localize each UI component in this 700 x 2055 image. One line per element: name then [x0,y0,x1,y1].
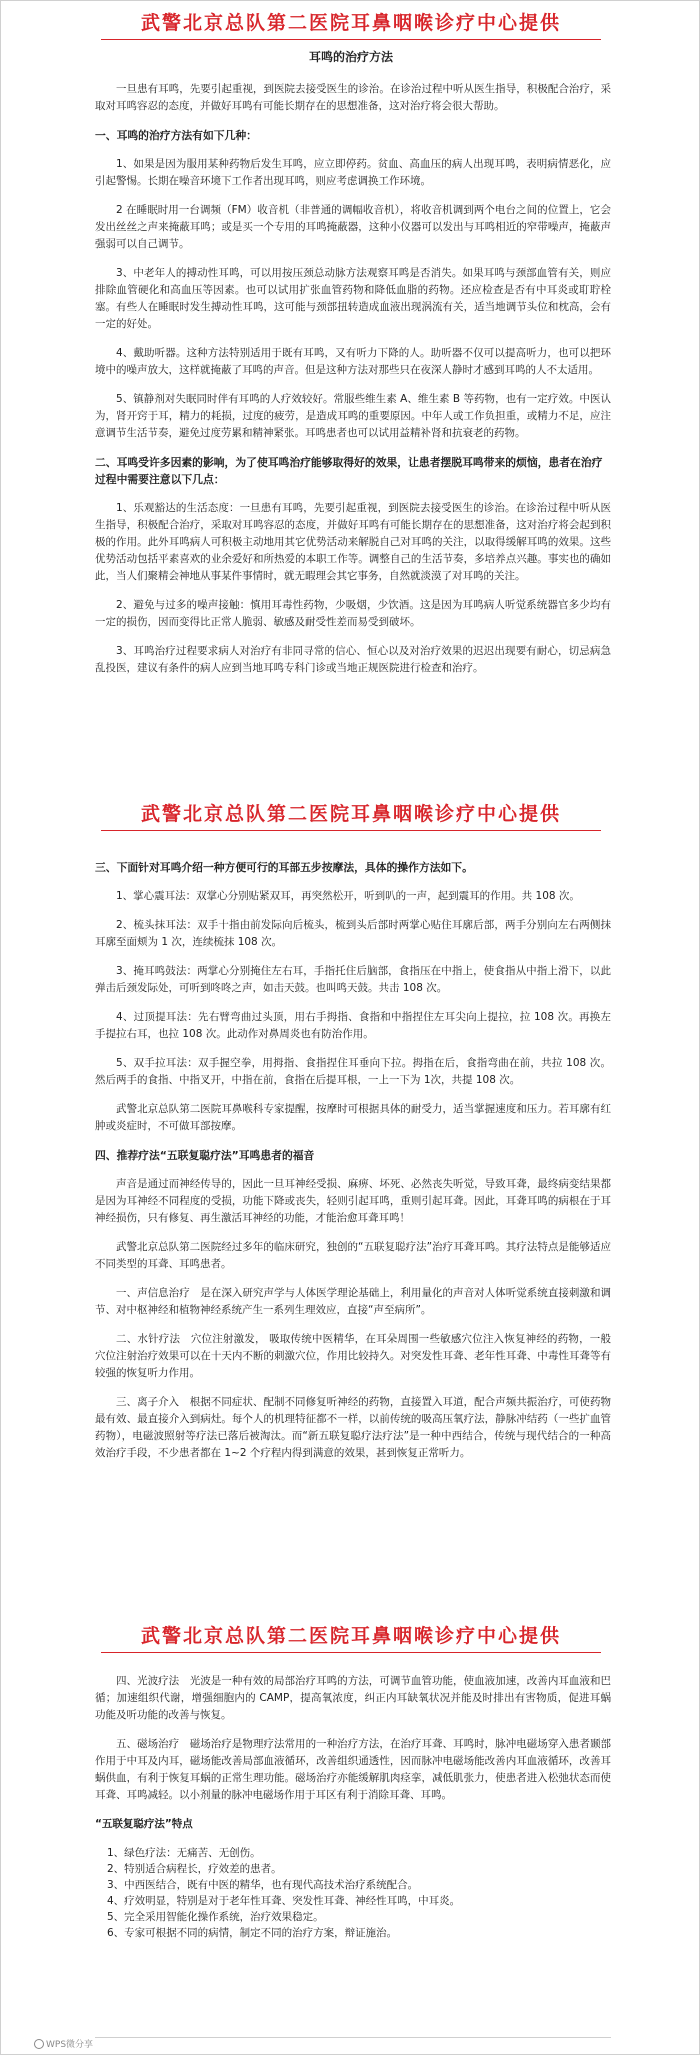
massage-paragraph: 3、掩耳鸣鼓法：两掌心分别掩住左右耳，手指托住后脑部，食指压在中指上，使食指从中指上滑下，以此弹击后颈发际处，可听到咚咚之声，如击天鼓。也叫鸣天鼓。共击 108 次。 [95,965,611,994]
list-item: 4、疗效明显，特别是对于老年性耳聋、突发性耳聋、神经性耳鸣，中耳炎。 [107,1895,461,1907]
banner-rule [101,830,601,831]
content-block-3 [95,1673,611,1941]
advice-paragraph: 1、乐观豁达的生活态度：一旦患有耳鸣，先要引起重视，到医院去接受医生的诊治。在诊治过程中听从医生指导，积极配合治疗，采取对耳鸣容忍的态度，并做好耳鸣有可能长期存在的思想准备，这对治疗将会起到积极的作用。此外耳鸣病人可积极主动地用其它优势活动来解脱自己对耳鸣的关注，以取得缓解耳鸣的效果。这些优势活动包括平素喜欢的业余爱好和所热爱的本职工作等。调整自己的生活节奏，多培养点兴趣。事实也的确如此，当人们聚精会神地从事某件事情时，就无暇理会其它事务，自然就淡漠了对耳鸣的关注。 [95,502,611,582]
content-block-1 [95,81,611,689]
features-list [95,1845,611,1941]
features-title: “五联复聪疗法”特点 [95,1818,193,1830]
therapy-paragraph: 四、光波疗法 光波是一种有效的局部治疗耳鸣的方法，可调节血管功能，使血液加速，改善内耳血液和巴循；加速组织代谢，增强细胞内的 CAMP，提高氧浓度，纠正内耳缺氧状况并能及时排出有害物质，促进耳蜗功能及听功能的改善与恢复。 [95,1675,611,1721]
massage-paragraph: 1、掌心震耳法：双掌心分别贴紧双耳，再突然松开，听到叭的一声，起到震耳的作用。共 108 次。 [116,890,580,902]
method-paragraph: 2 在睡眠时用一台调频（FM）收音机（非普通的调幅收音机），将收音机调到两个电台之间的位置上，它会发出丝丝之声来掩蔽耳鸣；或是买一个专用的耳鸣掩蔽器，这种小仪器可以发出与耳鸣相近的窄带噪声，掩蔽声强弱可以自己调节。 [95,204,611,250]
advice-paragraph: 2、避免与过多的噪声接触：慎用耳毒性药物，少吸烟，少饮酒。这是因为耳鸣病人听觉系统器官多少均有一定的损伤，因而变得比正常人脆弱、敏感及耐受性差而易受到破坏。 [95,599,611,628]
document-title: 耳鸣的治疗方法 [308,50,393,64]
wps-watermark [34,2038,93,2052]
list-item: 6、专家可根据不同的病情，制定不同的治疗方案，辩证施治。 [107,1927,398,1939]
banner-rule [101,39,601,40]
method-paragraph: 1、如果是因为服用某种药物后发生耳鸣，应立即停药。贫血、高血压的病人出现耳鸣，表明病情恶化，应引起警惕。长期在噪音环境下工作者出现耳鸣，则应考虑调换工作环境。 [95,158,611,187]
wps-logo-icon [34,2039,44,2049]
method-paragraph: 4、戴助听器。这种方法特别适用于既有耳鸣，又有听力下降的人。助听器不仅可以提高听力，也可以把环境中的噪声放大，这样就掩蔽了耳鸣的声音。但是这种方法对那些只在夜深人静时才感到耳鸣的人不太适用。 [95,347,611,376]
footer-rule [95,2037,611,2038]
list-item: 3、中西医结合，既有中医的精华，也有现代高技术治疗系统配合。 [107,1879,419,1891]
massage-paragraph: 4、过顶提耳法：先右臂弯曲过头顶，用右手拇指、食指和中指捏住左耳尖向上提拉，拉 108 次。再换左手提拉右耳，也拉 108 次。此动作对鼻周炎也有防治作用。 [95,1011,611,1040]
banner-rule [101,1652,601,1653]
method-paragraph: 5、镇静剂对失眠同时伴有耳鸣的人疗效较好。常服些维生素 A、维生素 B 等药物，也有一定疗效。中医认为，肾开窍于耳，精力的耗损，过度的疲劳，是造成耳鸣的重要原因。中年人或工作负担重，或精力不足，应注意调节生活节奏，避免过度劳累和精神紧张。耳鸣患者也可以试用益精补肾和抗衰老的药物。 [95,393,611,439]
section-heading-2: 二、耳鸣受许多因素的影响，为了使耳鸣治疗能够取得好的效果，让患者摆脱耳鸣带来的烦恼，患者在治疗过程中需要注意以下几点： [95,456,603,486]
list-item: 1、绿色疗法：无痛苦、无创伤。 [107,1847,261,1859]
therapy-paragraph: 武警北京总队第二医院经过多年的临床研究，独创的“五联复聪疗法”治疗耳聋耳鸣。其疗法特点是能够适应不同类型的耳聋、耳鸣患者。 [95,1241,611,1270]
list-item: 5、完全采用智能化操作系统，治疗效果稳定。 [107,1911,324,1923]
hospital-banner: 武警北京总队第二医院耳鼻咽喉诊疗中心提供 [140,803,561,825]
therapy-paragraph: 声音是通过而神经传导的，因此一旦耳神经受损、麻痹、坏死、必然丧失听觉，导致耳聋，最终病变结果都是因为耳神经不同程度的受损，功能下降或丧失，轻则引起耳鸣，重则引起耳聋。因此，耳聋耳鸣的病根在于耳神经损伤，只有修复、再生激活耳神经的功能，才能治愈耳聋耳鸣！ [95,1178,611,1224]
hospital-banner: 武警北京总队第二医院耳鼻咽喉诊疗中心提供 [140,1625,561,1647]
massage-paragraph: 2、梳头抹耳法：双手十指由前发际向后梳头，梳到头后部时两掌心贴住耳廓后部，两手分别向左右两侧抹耳廓至面颊为 1 次，连续梳抹 108 次。 [95,919,611,948]
section-heading-1: 一、耳鸣的治疗方法有如下几种： [95,129,257,142]
section-heading-4: 四、推荐疗法“五联复聪疗法”耳鸣患者的福音 [95,1149,315,1162]
expert-reminder: 武警北京总队第二医院耳鼻喉科专家提醒，按摩时可根据具体的耐受力，适当掌握速度和压力。若耳廓有红肿或炎症时，不可做耳部按摩。 [95,1103,611,1132]
therapy-paragraph: 五、磁场治疗 磁场治疗是物理疗法常用的一种治疗方法，在治疗耳聋、耳鸣时，脉冲电磁场穿入患者颞部作用于中耳及内耳，磁场能改善局部血液循环，改善组织通透性，因而脉冲电磁场能改善内耳血液循环，改善耳蜗供血，有利于恢复耳蜗的正常生理功能。磁场治疗亦能缓解肌肉痉挛，减低肌张力，使患者进入松弛状态而使耳聋、耳鸣减轻。以小剂量的脉冲电磁场作用于耳区有利于消除耳聋、耳鸣。 [95,1738,611,1801]
section-heading-3: 三、下面针对耳鸣介绍一种方便可行的耳部五步按摩法，具体的操作方法如下。 [95,861,473,874]
intro-paragraph: 一旦患有耳鸣，先要引起重视，到医院去接受医生的诊治。在诊治过程中听从医生指导，积极配合治疗，采取对耳鸣容忍的态度，并做好耳鸣有可能长期存在的思想准备，这对治疗将会很大帮助。 [95,83,611,112]
advice-paragraph: 3、耳鸣治疗过程要求病人对治疗有非同寻常的信心、恒心以及对治疗效果的迟迟出现要有耐心，切忌病急乱投医，建议有条件的病人应到当地耳鸣专科门诊或当地正规医院进行检查和治疗。 [95,645,611,674]
content-block-2 [95,853,611,1474]
list-item: 2、特别适合病程长，疗效差的患者。 [107,1863,282,1875]
therapy-paragraph: 三、离子介入 根据不同症状、配制不同修复听神经的药物，直接置入耳道，配合声频共振治疗，可使药物最有效、最直接介入到病灶。每个人的机理特征都不一样，以前传统的吸高压氧疗法，静脉冲结药（一些扩血管药物），电磁波照射等疗法已落后被淘汰。而“新五联复聪疗法疗法”是一种中西结合，传统与现代结合的一种高效治疗手段，不少患者都在 1~2 个疗程内得到满意的效果，甚到恢复正常听力。 [95,1396,611,1459]
massage-paragraph: 5、双手拉耳法：双手握空拳，用拇指、食指捏住耳垂向下拉。拇指在后，食指弯曲在前，共拉 108 次。然后两手的食指、中指叉开，中指在前，食指在后提耳根，一上一下为 1次，共提 108 次。 [95,1057,611,1086]
watermark-text: WPS微分享 [46,2040,94,2050]
hospital-banner: 武警北京总队第二医院耳鼻咽喉诊疗中心提供 [140,12,561,34]
method-paragraph: 3、中老年人的搏动性耳鸣，可以用按压颈总动脉方法观察耳鸣是否消失。如果耳鸣与颈部血管有关，则应排除血管硬化和高血压等因素。也可以试用扩张血管药物和降低血脂的药物。还应检查是否有中耳炎或耵聍栓塞。有些人在睡眠时发生搏动性耳鸣，这可能与颈部扭转造成血液出现涡流有关，适当地调节头位和枕高，会有一定的好处。 [95,267,611,330]
therapy-paragraph: 二、水针疗法 穴位注射激发， 吸取传统中医精华，在耳朵周围一些敏感穴位注入恢复神经的药物，一般穴位注射治疗效果可以在十天内不断的刺激穴位，作用比较持久。对突发性耳聋、老年性耳聋、中毒性耳聋等有较强的恢复听力作用。 [95,1333,611,1379]
therapy-paragraph: 一、声信息治疗 是在深入研究声学与人体医学理论基础上，利用量化的声音对人体听觉系统直接刺激和调节、对中枢神经和植物神经系统产生一系列生理效应，直接“声至病所”。 [95,1287,611,1316]
